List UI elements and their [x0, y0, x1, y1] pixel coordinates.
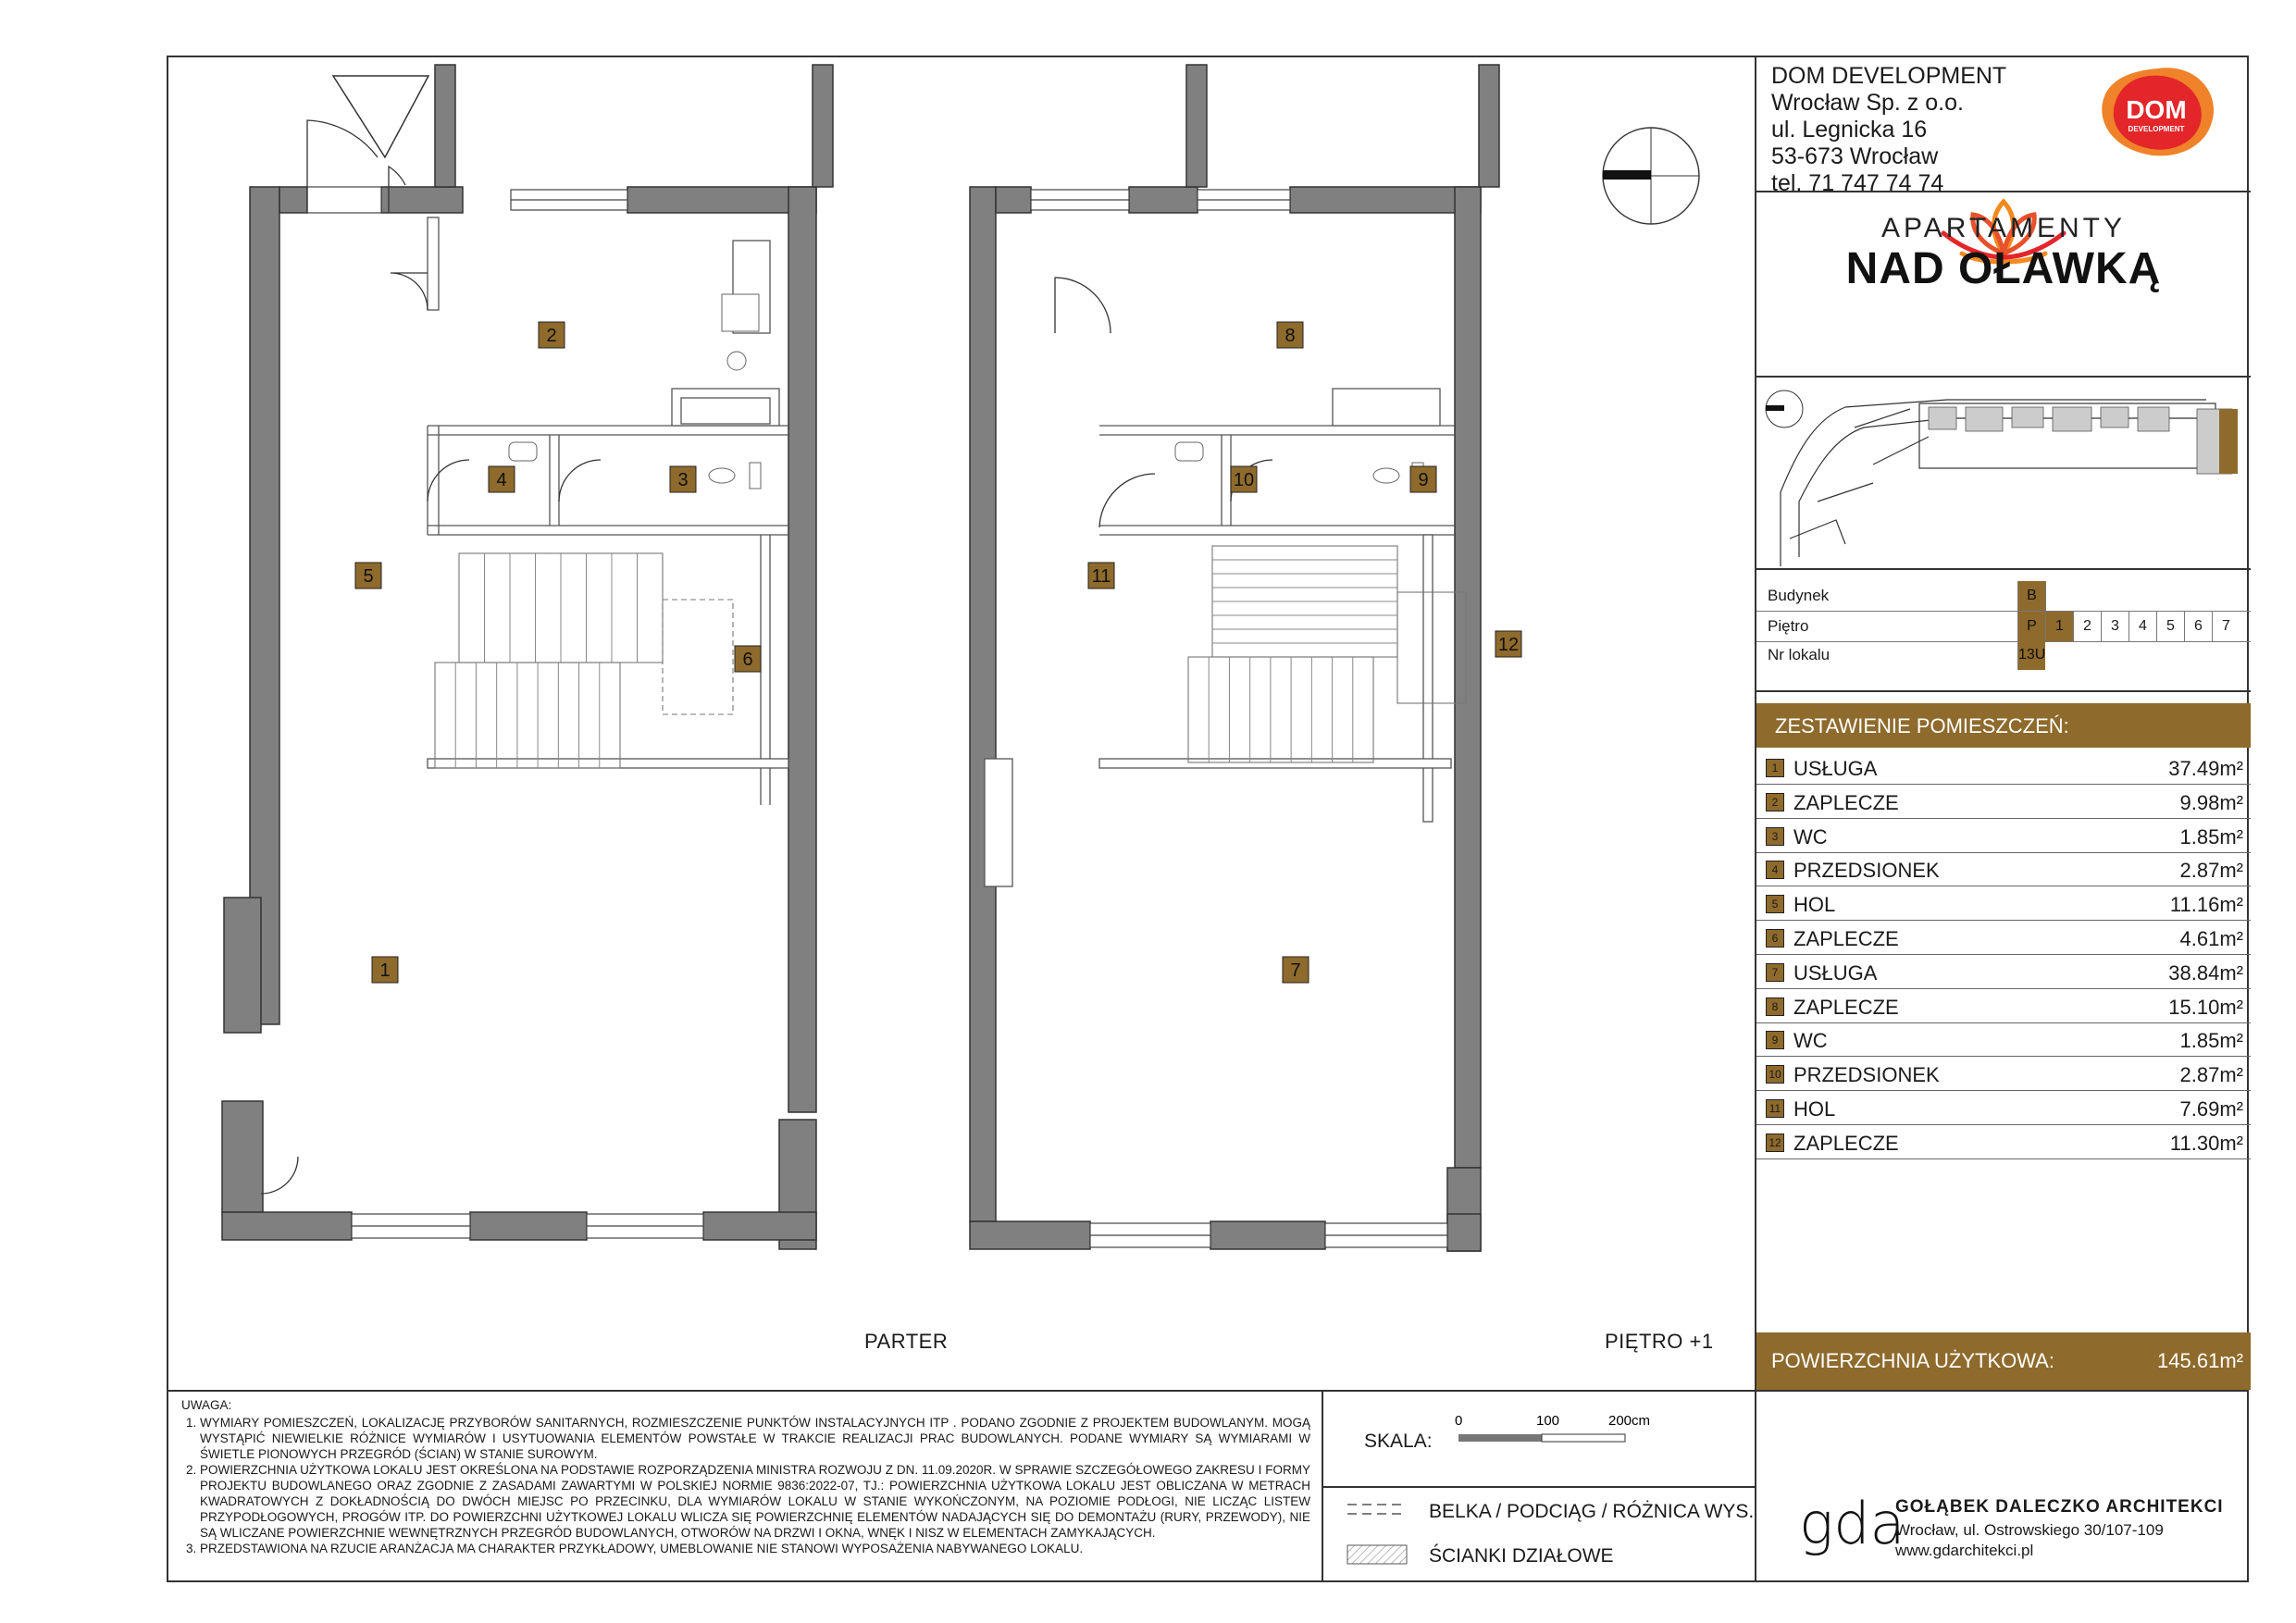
room-tag-number: 3 — [677, 470, 689, 490]
room-tag-number: 6 — [742, 650, 753, 670]
room-area: 9.98m² — [2179, 790, 2243, 814]
legend-partition-label: ŚCIANKI DZIAŁOWE — [1429, 1545, 1614, 1567]
divider — [1756, 568, 2251, 570]
pietro-row — [1756, 611, 2251, 642]
room-row — [1756, 922, 2251, 955]
total-area-value: 145.61m² — [2157, 1349, 2243, 1372]
nr-lokalu-label: Nr lokalu — [1768, 646, 1831, 663]
pietro-cell-2: 2 — [2073, 612, 2101, 641]
pietro-cell-1: 1 — [2045, 612, 2073, 641]
room-tag-7 — [1283, 957, 1309, 983]
room-tag-4 — [489, 466, 515, 492]
room-row — [1756, 887, 2251, 921]
budynek-label: Budynek — [1768, 587, 1830, 604]
divider — [1323, 1486, 1755, 1488]
room-tag-6 — [735, 646, 761, 672]
room-name: USŁUGA — [1793, 960, 1878, 985]
architect-box — [1755, 1390, 2249, 1582]
room-area: 1.85m² — [2179, 824, 2243, 849]
room-tag-5 — [355, 563, 381, 588]
logo-subtext: DEVELOPMENT — [2128, 125, 2185, 133]
room-area: 38.84m² — [2168, 960, 2243, 985]
room-name: ZAPLECZE — [1793, 1131, 1899, 1155]
pietro-label: Piętro — [1768, 617, 1809, 635]
room-number-badge: 1 — [1766, 759, 1784, 777]
ground-floor-label: PARTER — [864, 1330, 949, 1353]
room-tag-number: 8 — [1285, 326, 1296, 346]
room-tag-9 — [1410, 466, 1436, 492]
room-tag-11 — [1088, 563, 1114, 588]
notes-block — [181, 1397, 1310, 1556]
room-row — [1756, 1126, 2251, 1159]
site-keyplan — [1762, 381, 2245, 566]
rooms-table-title: ZESTAWIENIE POMIESZCZEŃ: — [1775, 714, 2069, 737]
company-address — [1771, 63, 2006, 197]
room-name: ZAPLECZE — [1793, 790, 1899, 814]
scale-tick: 100 — [1536, 1413, 1560, 1429]
room-name: USŁUGA — [1793, 757, 1878, 780]
room-row — [1756, 1058, 2251, 1091]
divider — [1756, 191, 2251, 192]
room-tag-1 — [372, 957, 398, 983]
room-tag-number: 10 — [1233, 470, 1255, 490]
room-name: PRZEDSIONEK — [1793, 1063, 1940, 1087]
scale-legend-box — [1322, 1390, 1755, 1582]
floor-plans — [167, 56, 1755, 1390]
room-number-badge: 4 — [1766, 861, 1784, 879]
room-area: 37.49m² — [2168, 757, 2243, 780]
room-row — [1756, 786, 2251, 819]
room-tag-8 — [1277, 322, 1303, 348]
room-tag-3 — [670, 466, 696, 492]
room-row — [1756, 853, 2251, 886]
room-row — [1756, 820, 2251, 853]
room-name: WC — [1793, 1029, 1828, 1053]
pietro-cell-4: 4 — [2128, 612, 2156, 641]
note-item: 2. POWIERZCHNIA UŻYTKOWA LOKALU JEST OKREŚLONA NA PODSTAWIE ROZPORZĄDZENIA MINISTRA ROZWOJU Z DN. 11.09.2020R. W SPRAWIE SZCZEGÓŁOWEGO ZAKRESU I FORMY PROJEKTU BUDOWLANEGO ORAZ ZGODNIE Z ZASADAMI ZAWARTYMI W POLSKIEJ NORMIE 9836:2022-07, TJ.: POWIERZCHNIA UŻYTKOWA LOKALU JEST OBLICZANA W METRACH KWADRATOWYCH Z DOKŁADNOŚCIĄ DO DWÓCH MIEJSC PO PRZECINKU, DLA WYMIARÓW LOKALU W STANIE WYKOŃCZONYM, NA POZIOMIE PODŁOGI, NIE LICZĄC LISTEW PRZYPODŁOGOWYCH, PROGÓW ITP. DO POWIERZCHNI UŻYTKOWEJ LOKALU WLICZA SIĘ POWIERZCHNIĘ ELEMENTÓW NADAJĄCYCH SIĘ DO DEMONTAŻU (RURY, PRZEWODY), NIE SĄ WLICZANE POWIERZCHNIE WEWNĘTRZNYCH PRZEGRÓD BUDOWLANYCH, OTWORÓW NA DRZWI I OKNA, WNĘK I NISZ W ELEMENTACH ZAMYKAJĄCYCH. — [200, 1462, 1310, 1541]
divider — [1756, 690, 2251, 692]
nr-lokalu-row — [1756, 640, 2251, 670]
pietro-cell-P: P — [2017, 612, 2045, 641]
room-name: PRZEDSIONEK — [1793, 859, 1940, 883]
room-row — [1756, 1023, 2251, 1057]
room-row — [1756, 751, 2251, 785]
room-area: 11.30m² — [2169, 1131, 2243, 1155]
dom-development-logo — [2093, 65, 2223, 161]
room-number-badge: 11 — [1766, 1099, 1784, 1118]
room-area: 7.69m² — [2179, 1097, 2243, 1121]
room-tag-number: 7 — [1290, 960, 1301, 981]
upper-floor-label: PIĘTRO +1 — [1605, 1330, 1714, 1353]
company-line: DOM DEVELOPMENT — [1771, 63, 2007, 89]
room-number-badge: 8 — [1766, 997, 1784, 1016]
room-tag-10 — [1231, 466, 1257, 492]
budynek-value: B — [2017, 581, 2045, 611]
pietro-cell-3: 3 — [2101, 612, 2128, 641]
architect-logo-text: gda — [1799, 1490, 1905, 1557]
note-item: 3. PRZEDSTAWIONA NA RZUCIE ARANŻACJA MA CHARAKTER PRZYKŁADOWY, UMEBLOWANIE NIE STANOWI WYPOSAŻENIA NABYWANEGO LOKALU. — [200, 1541, 1310, 1556]
room-area: 4.61m² — [2179, 927, 2243, 950]
room-tag-number: 11 — [1091, 566, 1111, 587]
room-name: ZAPLECZE — [1793, 995, 1899, 1019]
company-line: tel. 71 747 74 74 — [1771, 170, 1944, 196]
room-number-badge: 6 — [1766, 929, 1784, 948]
room-name: HOL — [1793, 893, 1836, 917]
room-number-badge: 12 — [1766, 1134, 1784, 1152]
scale-bar — [1453, 1410, 1657, 1453]
room-number-badge: 2 — [1766, 793, 1784, 812]
nr-lokalu-value: 13U — [2017, 640, 2045, 670]
room-row — [1756, 1092, 2251, 1125]
room-area: 2.87m² — [2179, 859, 2243, 883]
room-tag-2 — [539, 322, 565, 348]
legend-symbols — [1346, 1499, 1410, 1573]
pietro-cell-5: 5 — [2156, 612, 2184, 641]
room-tag-number: 5 — [363, 566, 374, 587]
upper-floor-plan — [970, 65, 1699, 1251]
project-title-line2: NAD OŁAWKĄ — [1845, 244, 2162, 293]
room-number-badge: 5 — [1766, 895, 1784, 913]
room-tag-12 — [1496, 631, 1521, 657]
info-panel — [1755, 56, 2249, 1392]
notes-title: UWAGA: — [181, 1398, 232, 1412]
legend-beam-label: BELKA / PODCIĄG / RÓŻNICA WYS. — [1429, 1501, 1755, 1522]
room-tag-number: 9 — [1418, 470, 1429, 490]
room-name: WC — [1793, 824, 1828, 849]
scale-label: SKALA: — [1364, 1431, 1433, 1452]
grid-cell — [2045, 581, 2073, 611]
rooms-table-header — [1756, 703, 2251, 748]
room-area: 11.16m² — [2169, 893, 2243, 917]
architect-address: Wrocław, ul. Ostrowskiego 30/107-109 — [1895, 1521, 2164, 1539]
logo-text: DOM — [2126, 95, 2187, 124]
scale-tick: 200cm — [1608, 1413, 1651, 1429]
pietro-cell-6: 6 — [2184, 612, 2212, 641]
room-number-badge: 3 — [1766, 827, 1784, 846]
room-area: 1.85m² — [2179, 1029, 2243, 1053]
divider — [1756, 376, 2251, 378]
room-number-badge: 7 — [1766, 963, 1784, 982]
room-number-badge: 10 — [1766, 1065, 1784, 1084]
company-line: 53-673 Wrocław — [1771, 143, 1939, 169]
room-tag-number: 1 — [379, 960, 391, 981]
room-row — [1756, 990, 2251, 1023]
room-tag-number: 4 — [496, 470, 507, 490]
total-area-row — [1756, 1332, 2251, 1390]
room-tag-number: 2 — [546, 326, 557, 346]
room-row — [1756, 956, 2251, 989]
pietro-cell-7: 7 — [2212, 612, 2240, 641]
company-line: ul. Legnicka 16 — [1771, 117, 1928, 142]
architect-website: www.gdarchitekci.pl — [1895, 1542, 2034, 1559]
room-area: 2.87m² — [2179, 1063, 2243, 1087]
scale-tick: 0 — [1455, 1413, 1463, 1429]
architect-logo — [1799, 1490, 1905, 1564]
architect-name: GOŁĄBEK DALECZKO ARCHITEKCI — [1895, 1497, 2224, 1517]
budynek-row — [1756, 581, 2251, 611]
room-tag-number: 12 — [1497, 635, 1520, 655]
company-line: Wrocław Sp. z o.o. — [1771, 90, 1964, 116]
room-number-badge: 9 — [1766, 1031, 1784, 1049]
note-item: 1. WYMIARY POMIESZCZEŃ, LOKALIZACJĘ PRZYBORÓW SANITARNYCH, ROZMIESZCZENIE PUNKTÓW INSTALACYJNYCH ITP . PODANO ZGODNIE Z PROJEKTEM BUDOWLANYM. MOGĄ WYSTĄPIĆ NIEWIELKIE RÓŻNICE WYMIARÓW I USYTUOWANIA ELEMENTÓW POWSTAŁE W TRAKCIE REALIZACJI PRAC BUDOWLANYCH. PODANE WYMIARY SĄ WYMIARAMI W ŚWIETLE PIONOWYCH PRZEGRÓD (ŚCIAN) W STANIE SUROWYM. — [200, 1415, 1310, 1462]
room-name: ZAPLECZE — [1793, 927, 1899, 950]
room-name: HOL — [1793, 1097, 1836, 1121]
total-area-label: POWIERZCHNIA UŻYTKOWA: — [1771, 1349, 2054, 1372]
project-title-line1: APARTAMENTY — [1880, 213, 2127, 243]
room-area: 15.10m² — [2168, 995, 2243, 1019]
